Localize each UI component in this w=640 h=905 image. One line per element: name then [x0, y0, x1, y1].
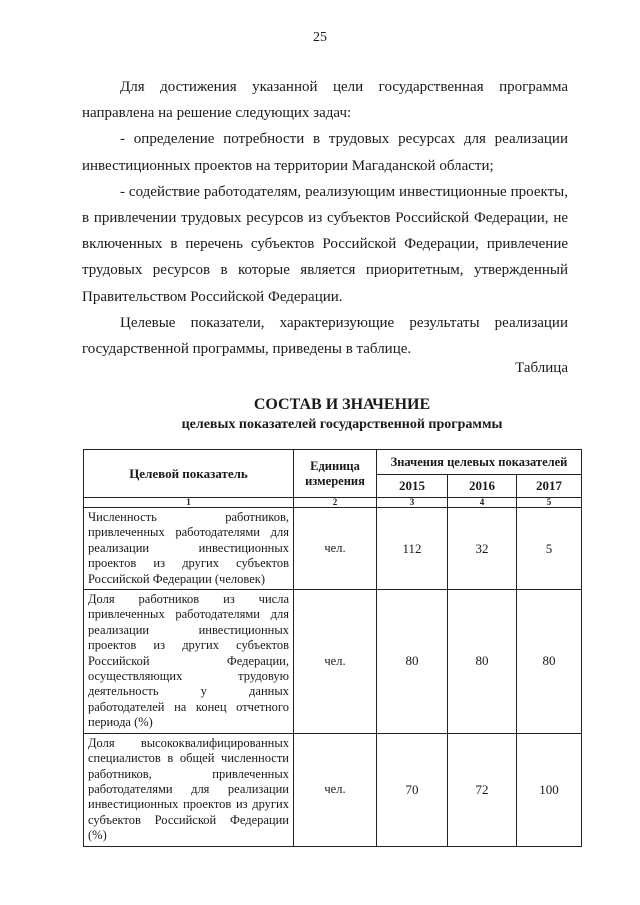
paragraph-indicators: Целевые показатели, характеризующие результаты реализации государственной программы, приведены в таблице.	[82, 314, 568, 358]
unit-cell: чел.	[294, 508, 377, 590]
table-row	[84, 590, 582, 734]
column-number: 2	[294, 498, 377, 508]
unit-cell: чел.	[294, 733, 377, 846]
header-indicator: Целевой показатель	[84, 450, 294, 498]
page-number: 25	[313, 30, 327, 45]
paragraph-task-2: - содействие работодателям, реализующим инвестиционные проекты, в привлечении трудовых ресурсов из субъектов Российской Федерации, не включенных в перечень субъектов Российской Федерации, привлечение трудовых ресурсов в которые является приоритетным, утвержденный Правительством Российской Федерации.	[82, 183, 568, 305]
column-number-row	[84, 498, 582, 508]
value-cell: 112	[377, 508, 448, 590]
value-cell: 5	[517, 508, 582, 590]
table-label: Таблица	[515, 360, 568, 376]
value-cell: 80	[448, 590, 517, 734]
indicator-cell: Доля высококвалифицированных специалистов в общей численности работников, привлеченных работодателями для реализации инвестиционных проектов из других субъектов Российской Федерации (%)	[84, 733, 294, 846]
header-values: Значения целевых показателей	[377, 450, 582, 475]
column-number: 4	[448, 498, 517, 508]
header-year-2016: 2016	[448, 475, 517, 498]
column-number: 3	[377, 498, 448, 508]
value-cell: 70	[377, 733, 448, 846]
table-row	[84, 508, 582, 590]
paragraph-goal: Для достижения указанной цели государственная программа направлена на решение следующих задач:	[82, 79, 568, 122]
column-number: 5	[517, 498, 582, 508]
indicator-cell: Доля работников из числа привлеченных работодателями для реализации инвестиционных проектов из других субъектов Российской Федерации, осуществляющих трудовую деятельность у данных работодателей на конец отчетного периода (%)	[84, 590, 294, 734]
table-title	[82, 395, 602, 435]
indicators-table	[83, 449, 582, 847]
header-year-2015: 2015	[377, 475, 448, 498]
header-year-2017: 2017	[517, 475, 582, 498]
body-text	[82, 74, 568, 362]
value-cell: 100	[517, 733, 582, 846]
value-cell: 80	[517, 590, 582, 734]
indicator-cell: Численность работников, привлеченных работодателями для реализации инвестиционных проектов из других субъектов Российской Федерации (человек)	[84, 508, 294, 590]
paragraph-task-1: - определение потребности в трудовых ресурсах для реализации инвестиционных проектов на территории Магаданской области;	[82, 131, 568, 174]
column-number: 1	[84, 498, 294, 508]
value-cell: 72	[448, 733, 517, 846]
header-unit: Единица измерения	[294, 450, 377, 498]
unit-cell: чел.	[294, 590, 377, 734]
table-title-line1: СОСТАВ И ЗНАЧЕНИЕ	[253, 396, 431, 413]
table-title-line2: целевых показателей государственной программы	[181, 417, 503, 432]
value-cell: 32	[448, 508, 517, 590]
table-row	[84, 733, 582, 846]
value-cell: 80	[377, 590, 448, 734]
